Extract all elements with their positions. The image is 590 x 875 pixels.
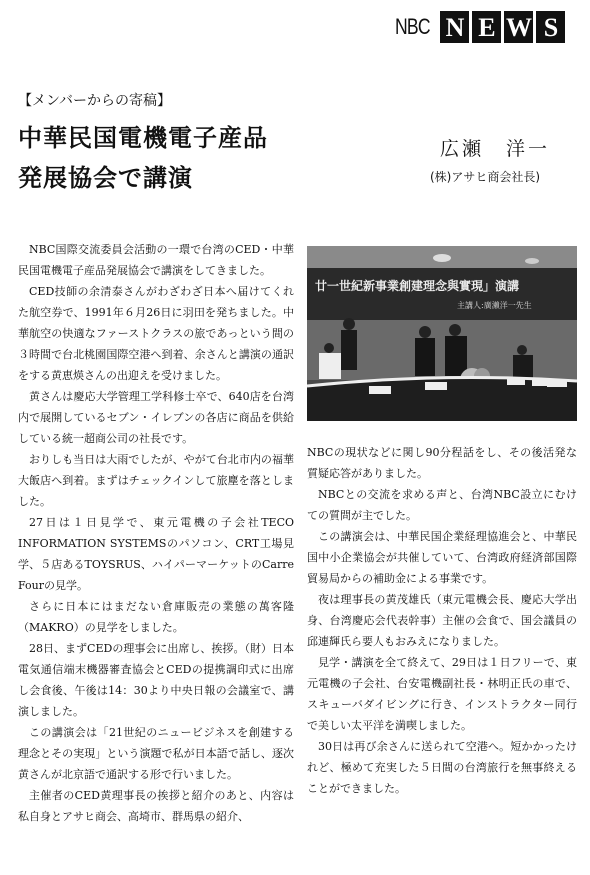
paragraph: 黄さんは慶応大学管理工学科修士卒で、640店を台湾内で展開しているセブン・イレブンの各店に商品を供給している統一超商公司の社長です。 xyxy=(18,390,294,445)
author-affiliation: (株)アサヒ商会社長) xyxy=(430,170,541,184)
paragraph: 30日は再び余さんに送られて空港へ。短かかったけれど、極めて充実した５日間の台湾旅行を無事終えることができました。 xyxy=(307,740,577,795)
article-title-line1: 中華民国電機電子産品 xyxy=(18,124,268,152)
logo-letter: N xyxy=(440,11,469,43)
logo-letter: W xyxy=(505,13,532,42)
logo-news xyxy=(440,11,568,43)
paragraph: この講演会は「21世紀のニュービジネスを創建する理念とその実現」という演題で私が日本語で話し、逐次黄さんが北京語で通訳する形で行いました。 xyxy=(18,726,294,781)
paragraph: この講演会は、中華民国企業経理協進会と、中華民国中小企業協会が共催していて、台湾政府経済部国際貿易局からの補助金による事業です。 xyxy=(307,530,577,585)
paragraph: CED技師の余清泰さんがわざわざ日本へ届けてくれた航空券で、1991年６月26日に羽田を発ちました。中華航空の快適なファーストクラスの旅であっという間の３時間で台北桃園国際空港へ到着、余さんと講演の通訳をする黄恵煐さんの出迎えを受けました。 xyxy=(18,285,294,382)
paragraph: 見学・講演を全て終えて、29日は１日フリーで、東元電機の子会社、台安電機副社長・林明正氏の車で、スキューバダイビングに行き、インストラクター同行で美しい太平洋を満喫しました。 xyxy=(307,656,577,732)
logo-letter: E xyxy=(472,11,501,43)
article-body-left xyxy=(18,239,294,827)
lecture-photo xyxy=(307,246,577,421)
logo-letter: S xyxy=(536,11,565,43)
article-title-line2: 発展協会で講演 xyxy=(18,164,193,192)
paragraph: 27日は１日見学で、東元電機の子会社TECO INFORMATION SYSTEMSのパソコン、CRT工場見学、５店あるTOYSRUS、ハイパーマーケットのCarre Fourの見学。 xyxy=(18,516,294,592)
paragraph: NBC国際交流委員会活動の一環で台湾のCED・中華民国電機電子産品発展協会で講演をしてきました。 xyxy=(18,243,294,277)
photo-banner-text: 廿一世紀新事業創建理念與實現」演講 xyxy=(315,279,520,293)
paragraph: 主催者のCED黄理事長の挨拶と紹介のあと、内容は私自身とアサヒ商会、高埼市、群馬県の紹介、 xyxy=(18,789,294,823)
paragraph: NBCの現状などに関し90分程話をし、その後活発な質疑応答がありました。 xyxy=(307,446,577,480)
nbc-news-logo xyxy=(395,10,568,44)
paragraph: おりしも当日は大雨でしたが、やがて台北市内の福華大飯店へ到着。まずはチェックインして旅塵を落としました。 xyxy=(18,453,294,508)
author-name: 広瀬 洋一 xyxy=(440,138,551,160)
paragraph: さらに日本にはまだない倉庫販売の業態の萬客隆（MAKRO）の見学をしました。 xyxy=(18,600,294,634)
logo-nbc: NBC xyxy=(395,14,430,39)
section-label: 【メンバーからの寄稿】 xyxy=(18,93,172,109)
article-body-right xyxy=(307,442,577,799)
paragraph: 夜は理事長の黄茂雄氏（東元電機会長、慶応大学出身、台湾慶応会代表幹事）主催の会食で、国会議員の邱連輝氏ら要人もおみえになりました。 xyxy=(307,593,577,648)
paragraph: NBCとの交流を求める声と、台湾NBC設立にむけての質問が主でした。 xyxy=(307,488,577,522)
paragraph: 28日、まずCEDの理事会に出席し、挨拶。（財）日本電気通信端末機器審査協会とCEDの提携調印式に出席し会食後、午後は14：30より中央日報の会議室で、講演しました。 xyxy=(18,642,294,718)
photo-banner-subtext: 主講人:廣瀨洋一先生 xyxy=(457,301,532,310)
